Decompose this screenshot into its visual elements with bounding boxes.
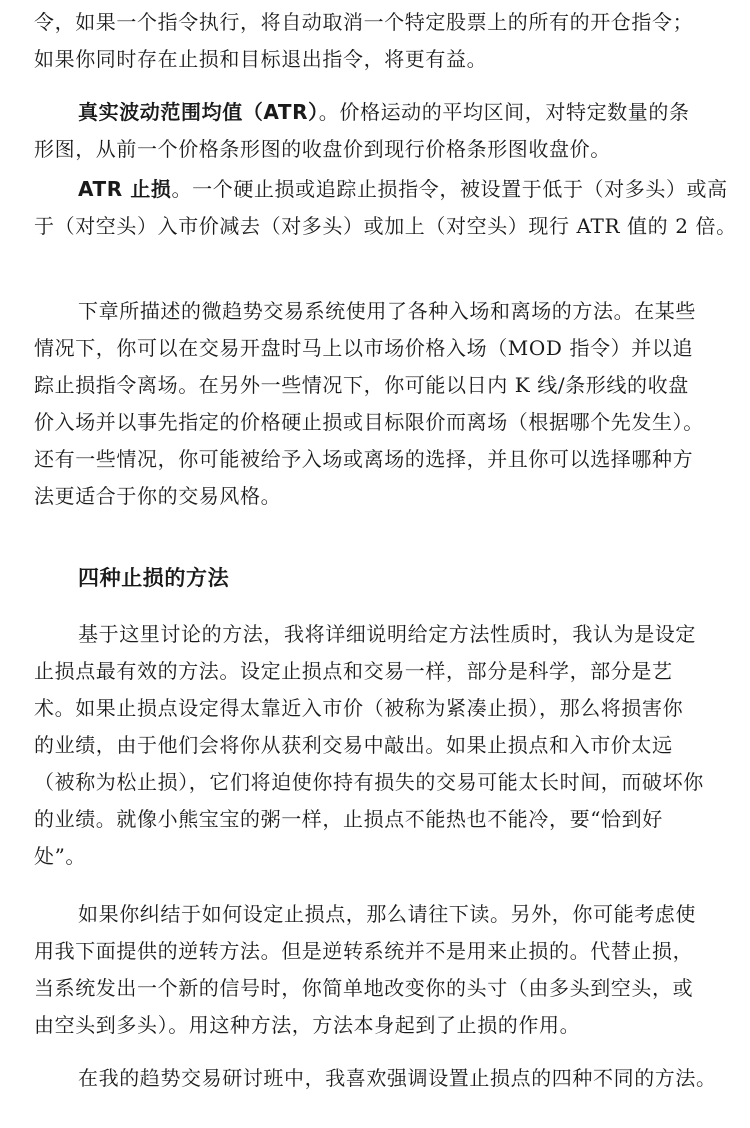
text-line: 于（对空头）入市价减去（对多头）或加上（对空头）现行 ATR 值的 2 倍。 <box>34 214 737 238</box>
reversal-paragraph <box>34 896 696 1044</box>
text-line: 法更适合于你的交易风格。 <box>34 484 282 508</box>
text-line: 踪止损指令离场。在另外一些情况下，你可能以日内 K 线/条形线的收盘 <box>34 373 689 397</box>
text-line: 用我下面提供的逆转方法。但是逆转系统并不是用来止损的。代替止损， <box>34 939 694 963</box>
text-line: 的业绩。就像小熊宝宝的粥一样，止损点不能热也不能冷，要“恰到好 <box>34 807 663 831</box>
closing-paragraph <box>34 1060 717 1097</box>
method-paragraph <box>34 616 704 875</box>
atr-stop-term: ATR 止损 <box>78 177 172 201</box>
text-line: 令，如果一个指令执行，将自动取消一个特定股票上的所有的开仓指令； <box>34 10 694 34</box>
text-line: （被称为松止损），它们将迫使你持有损失的交易可能太长时间，而破坏你 <box>34 770 704 794</box>
text-line: 当系统发出一个新的信号时，你简单地改变你的头寸（由多头到空头，或 <box>34 976 694 1000</box>
text-line: 如果你同时存在止损和目标退出指令，将更有益。 <box>34 47 488 71</box>
atr-term: 真实波动范围均值（ATR） <box>78 100 319 124</box>
text-line: 形图，从前一个价格条形图的收盘价到现行价格条形图收盘价。 <box>34 137 611 161</box>
atr-definition-text: 。价格运动的平均区间，对特定数量的条 <box>318 100 690 124</box>
intro-paragraph <box>34 293 704 515</box>
text-line: 止损点最有效的方法。设定止损点和交易一样，部分是科学，部分是艺 <box>34 659 673 683</box>
text-line: 还有一些情况，你可能被给予入场或离场的选择，并且你可以选择哪种方 <box>34 447 694 471</box>
text-line <box>34 171 737 208</box>
text-line: 价入场并以事先指定的价格硬止损或目标限价而离场（根据哪个先发生）。 <box>34 410 704 434</box>
text-line: 处”。 <box>34 844 87 868</box>
text-line: 情况下，你可以在交易开盘时马上以市场价格入场（MOD 指令）并以追 <box>34 336 694 360</box>
text-line: 术。如果止损点设定得太靠近入市价（被称为紧凑止损），那么将损害你 <box>34 696 684 720</box>
text-line: 由空头到多头）。用这种方法，方法本身起到了止损的作用。 <box>34 1013 581 1037</box>
text-line: 的业绩，由于他们会将你从获利交易中敲出。如果止损点和入市价太远 <box>34 733 673 757</box>
continuation-paragraph <box>34 4 693 78</box>
atr-stop-definition <box>34 171 737 245</box>
atr-stop-definition-text: 。一个硬止损或追踪止损指令，被设置于低于（对多头）或高 <box>171 177 728 201</box>
text-line: 在我的趋势交易研讨班中，我喜欢强调设置止损点的四种不同的方法。 <box>78 1066 717 1090</box>
atr-definition <box>34 94 690 168</box>
text-line: 如果你纠结于如何设定止损点，那么请往下读。另外，你可能考虑使 <box>78 902 696 926</box>
text-line <box>34 94 690 131</box>
text-line: 基于这里讨论的方法，我将详细说明给定方法性质时，我认为是设定 <box>78 622 696 646</box>
section-heading: 四种止损的方法 <box>78 566 230 590</box>
text-line: 下章所描述的微趋势交易系统使用了各种入场和离场的方法。在某些 <box>78 299 696 323</box>
